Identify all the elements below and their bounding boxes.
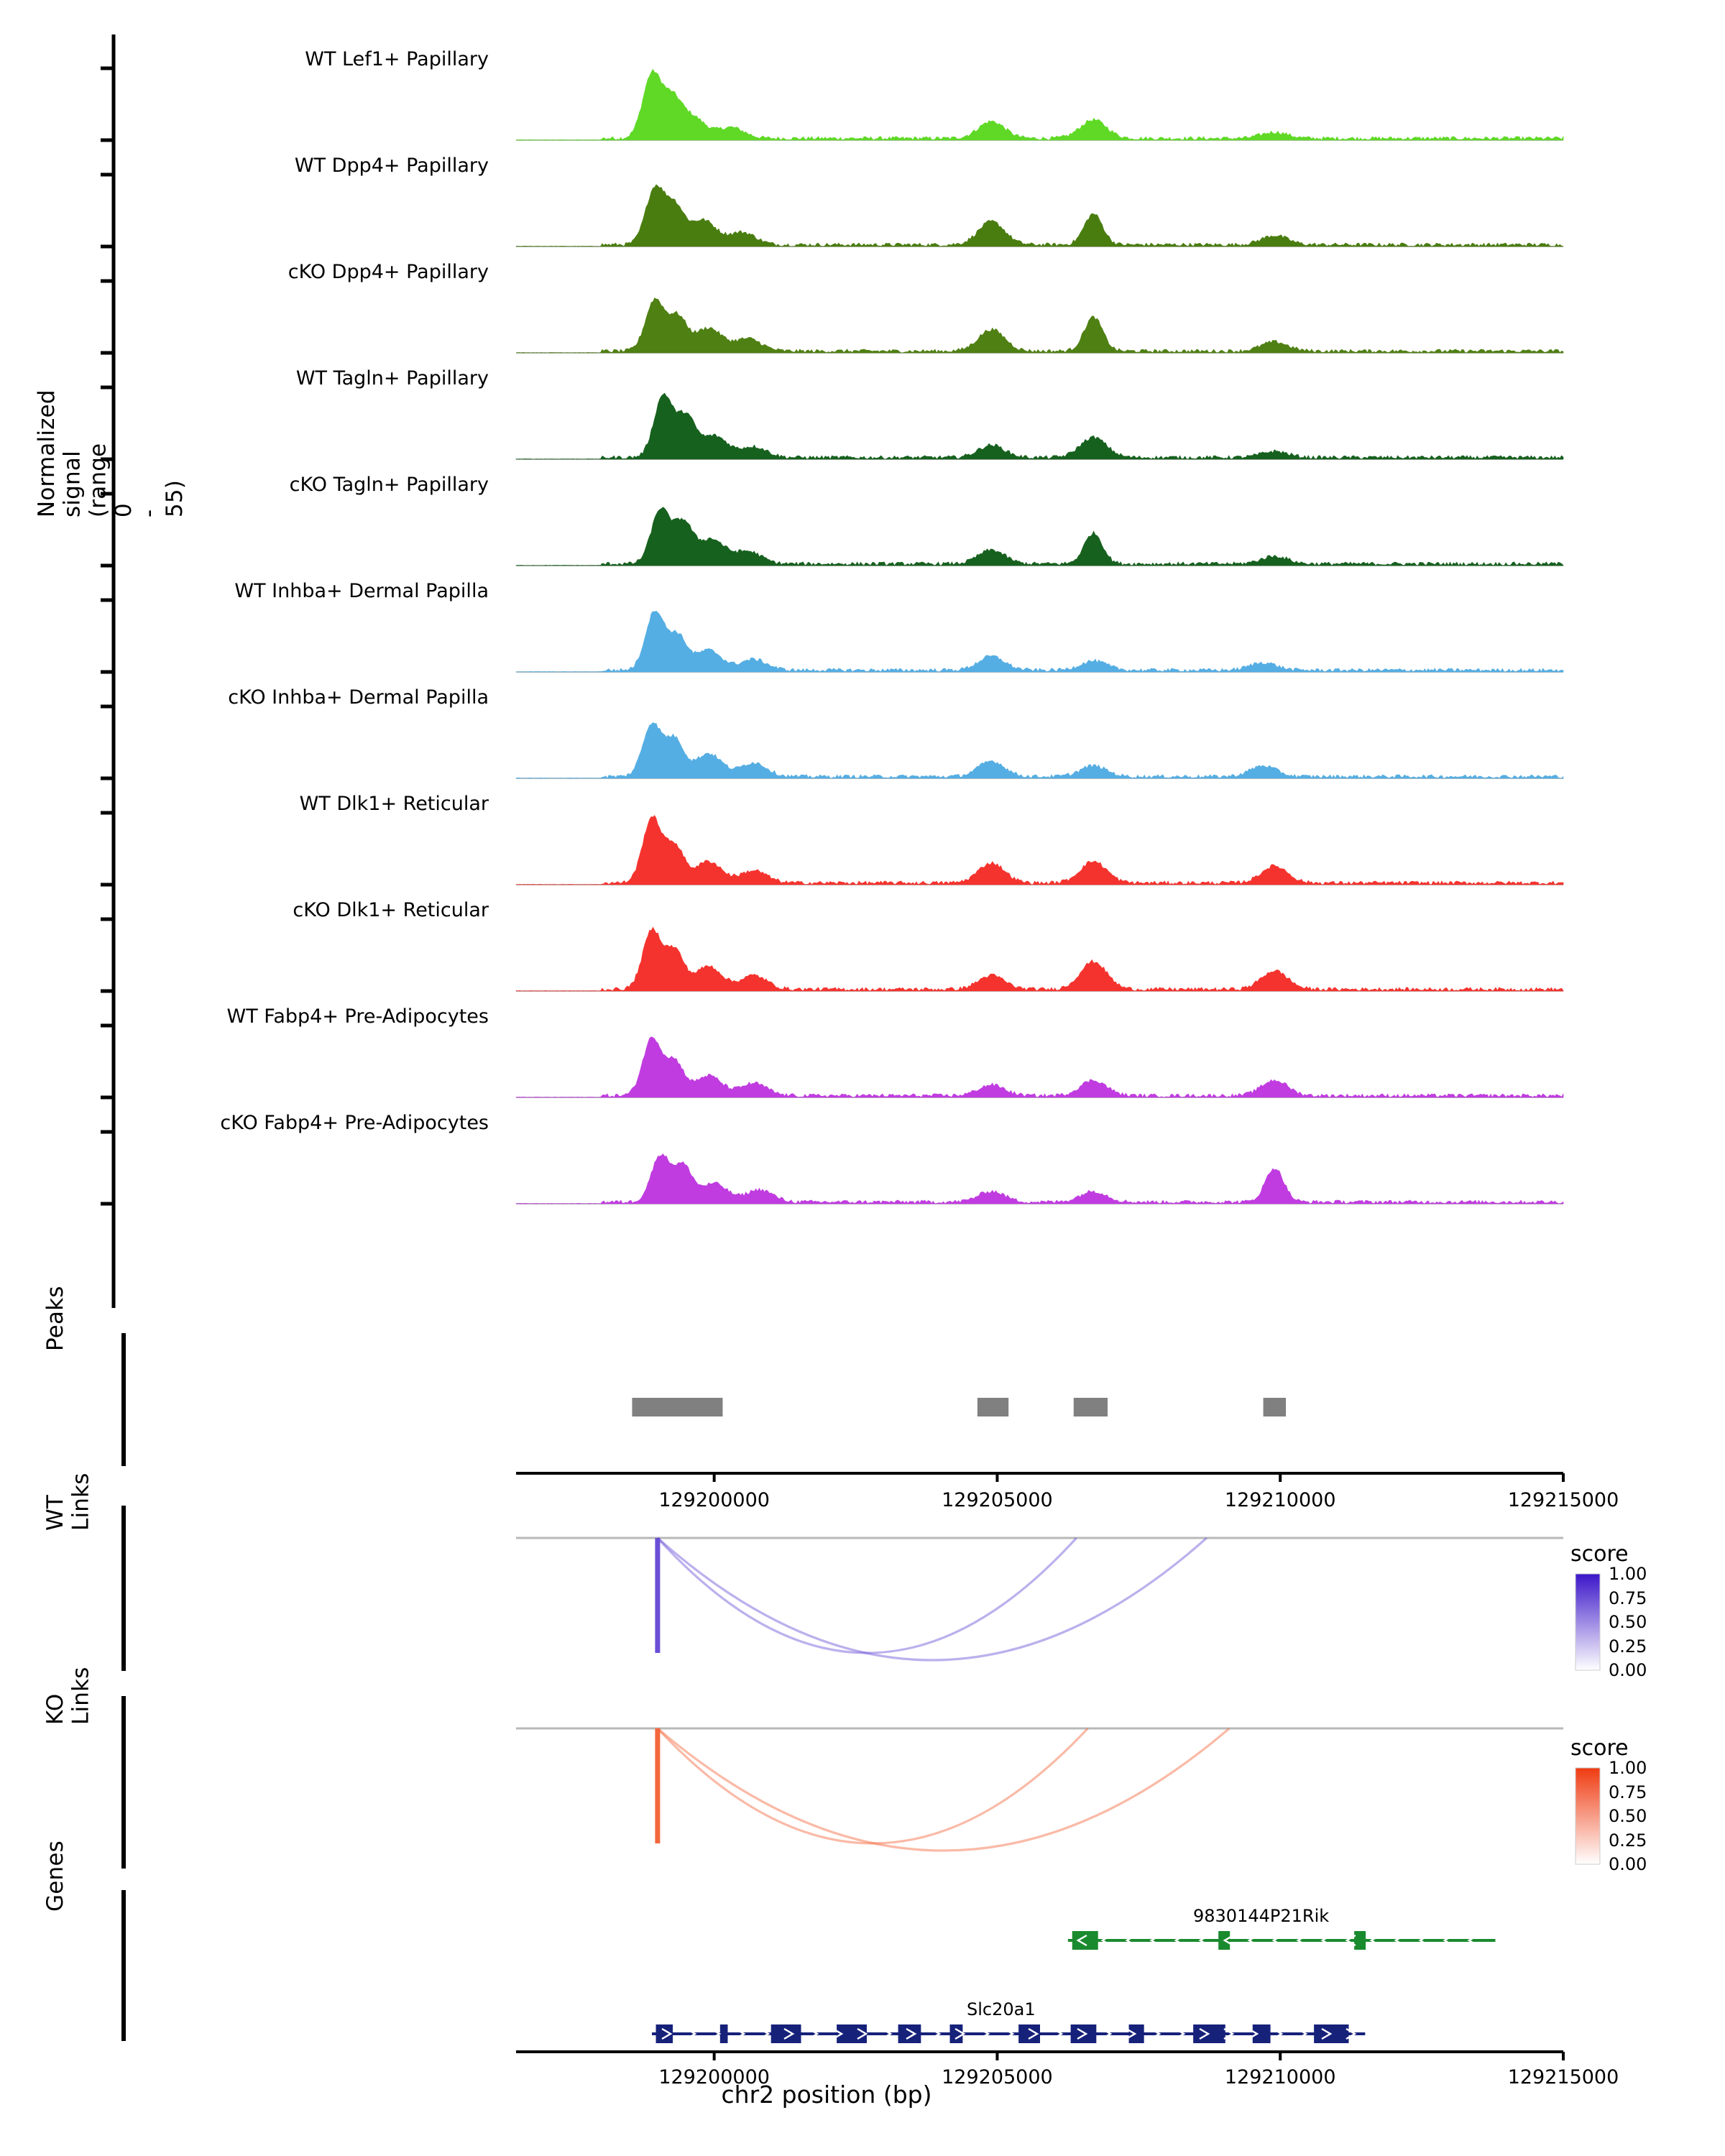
track-label-8: cKO Dlk1+ Reticular — [293, 899, 489, 921]
gene-exon — [720, 2024, 728, 2043]
track-label-5: WT Inhba+ Dermal Papilla — [234, 580, 489, 602]
wt-legend-tick-3: 0.25 — [1609, 1636, 1647, 1657]
ko-legend-tick-1: 0.75 — [1609, 1782, 1647, 1802]
peak-2 — [1074, 1398, 1108, 1416]
peak-3 — [1264, 1398, 1287, 1416]
wt-legend-tick-0: 1.00 — [1609, 1564, 1647, 1584]
ko-legend-tick-0: 1.00 — [1609, 1758, 1647, 1778]
x-axis-title: chr2 position (bp) — [721, 2081, 932, 2109]
genes-label-text: Genes — [42, 1841, 68, 1912]
gene-exon — [1253, 2024, 1271, 2043]
wt-legend-tick-1: 0.75 — [1609, 1588, 1647, 1608]
track-label-7: WT Dlk1+ Reticular — [299, 793, 489, 815]
peak-0 — [632, 1398, 722, 1416]
ko-score-legend-title: score — [1570, 1736, 1629, 1761]
x-tick-bottom-3: 129215000 — [1507, 2066, 1619, 2088]
ko-link-arc-1 — [658, 1728, 1229, 1851]
gene-exon — [1354, 1931, 1366, 1950]
y-axis-label-line2: (range 0 - 55) — [85, 443, 188, 517]
x-tick-top-0: 129200000 — [658, 1489, 770, 1511]
wt-score-legend-title: score — [1570, 1542, 1629, 1567]
track-label-2: cKO Dpp4+ Papillary — [288, 261, 489, 283]
track-label-3: WT Tagln+ Papillary — [295, 367, 489, 390]
peaks-label-text: Peaks — [42, 1286, 68, 1351]
x-tick-bottom-0: 129200000 — [658, 2066, 770, 2088]
gene-exon — [950, 2024, 963, 2043]
track-label-10: cKO Fabp4+ Pre-Adipocytes — [220, 1112, 489, 1134]
track-label-0: WT Lef1+ Papillary — [305, 48, 489, 70]
peak-1 — [978, 1398, 1008, 1416]
x-tick-bottom-2: 129210000 — [1224, 2066, 1336, 2088]
x-tick-bottom-1: 129205000 — [942, 2066, 1053, 2088]
gene-exon — [771, 2024, 801, 2043]
wt-legend-tick-2: 0.50 — [1609, 1612, 1647, 1632]
x-tick-top-2: 129210000 — [1224, 1489, 1336, 1511]
track-label-1: WT Dpp4+ Papillary — [294, 155, 489, 177]
gene-exon — [1071, 2024, 1097, 2043]
ko-legend-tick-2: 0.50 — [1609, 1806, 1647, 1826]
gene-exon — [1072, 1931, 1098, 1950]
x-tick-top-1: 129205000 — [942, 1489, 1053, 1511]
ko-links-label-text: KO Links — [42, 1667, 94, 1725]
x-tick-top-3: 129215000 — [1507, 1489, 1619, 1511]
track-label-6: cKO Inhba+ Dermal Papilla — [228, 686, 489, 709]
track-label-9: WT Fabp4+ Pre-Adipocytes — [226, 1005, 489, 1028]
gene-name-1: Slc20a1 — [967, 1999, 1036, 2019]
wt-link-arc-0 — [658, 1538, 1077, 1653]
ko-legend-tick-4: 0.00 — [1609, 1854, 1647, 1874]
y-axis-label-line1: Normalized signal — [34, 390, 86, 517]
wt-links-label-text: WT Links — [42, 1473, 94, 1531]
gene-exon — [898, 2024, 921, 2043]
gene-name-0: 9830144P21Rik — [1193, 1906, 1330, 1926]
ko-link-arc-0 — [658, 1728, 1088, 1843]
wt-legend-tick-4: 0.00 — [1609, 1660, 1647, 1680]
track-label-4: cKO Tagln+ Papillary — [289, 474, 489, 496]
ko-legend-tick-3: 0.25 — [1609, 1830, 1647, 1851]
